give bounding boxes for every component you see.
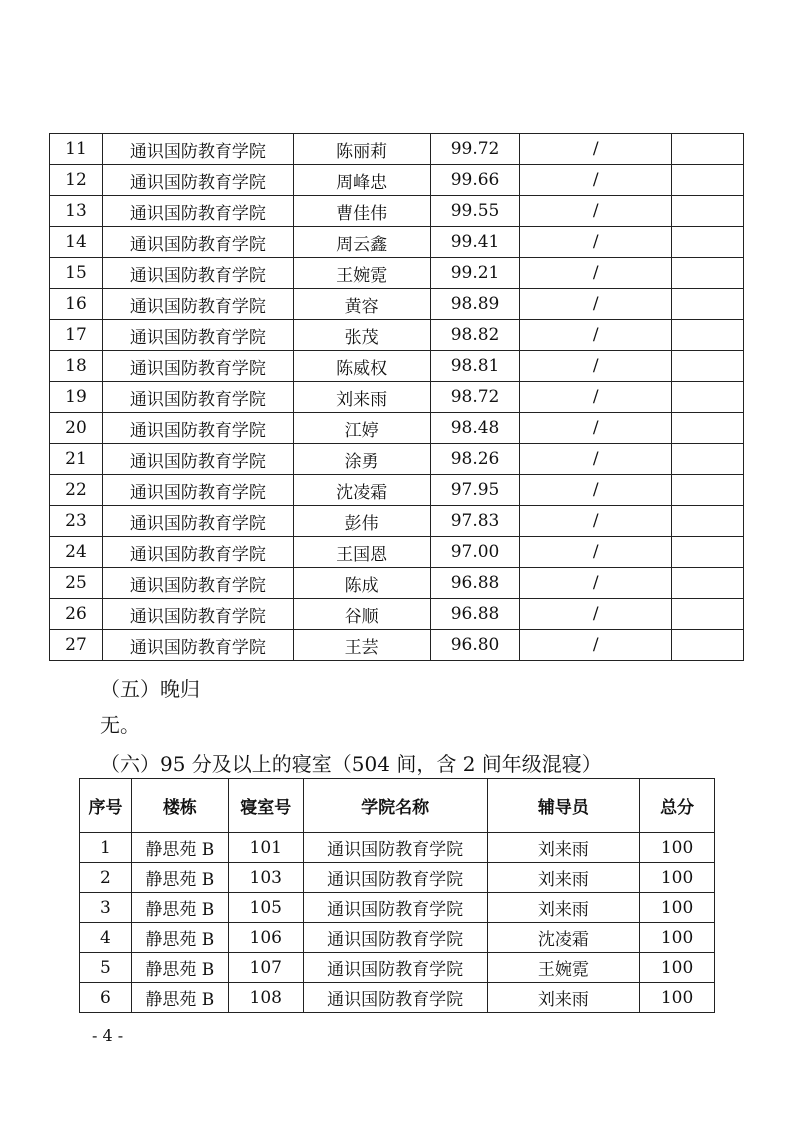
table-row — [50, 134, 744, 165]
table-row — [50, 227, 744, 258]
table-cell: 刘来雨 — [293, 382, 430, 413]
table-cell: 25 — [50, 568, 103, 599]
table-cell: 3 — [80, 893, 132, 923]
table-cell: 23 — [50, 506, 103, 537]
table-cell: 2 — [80, 863, 132, 893]
page-number: - 4 - — [92, 1026, 124, 1045]
table-cell: 22 — [50, 475, 103, 506]
table-cell: 彭伟 — [293, 506, 430, 537]
table-cell: 4 — [80, 923, 132, 953]
table-cell: 静思苑 B — [131, 893, 228, 923]
table-cell: 98.89 — [430, 289, 520, 320]
table-cell: 5 — [80, 953, 132, 983]
table-cell: 97.00 — [430, 537, 520, 568]
column-header: 寝室号 — [228, 779, 303, 833]
table-row — [50, 599, 744, 630]
table-cell: 通识国防教育学院 — [303, 983, 487, 1013]
table-cell: 通识国防教育学院 — [303, 833, 487, 863]
table-cell: 96.80 — [430, 630, 520, 661]
table-cell: 通识国防教育学院 — [102, 196, 293, 227]
table-cell: 通识国防教育学院 — [102, 134, 293, 165]
table-cell: 王芸 — [293, 630, 430, 661]
section-5-heading: （五）晚归 — [100, 677, 200, 701]
table-cell: / — [520, 568, 672, 599]
table-cell: 24 — [50, 537, 103, 568]
table-header-row — [80, 779, 715, 833]
table-cell: 107 — [228, 953, 303, 983]
table-cell: 刘来雨 — [487, 833, 640, 863]
table-cell — [672, 537, 744, 568]
table-cell: 21 — [50, 444, 103, 475]
table-cell: 100 — [640, 983, 715, 1013]
table-cell: / — [520, 351, 672, 382]
table-cell: / — [520, 475, 672, 506]
table-row — [50, 444, 744, 475]
table-cell — [672, 289, 744, 320]
table-cell: 100 — [640, 953, 715, 983]
table-cell: 黄容 — [293, 289, 430, 320]
table-cell: 20 — [50, 413, 103, 444]
table-cell — [672, 475, 744, 506]
table-cell: 王婉霓 — [293, 258, 430, 289]
table-cell — [672, 506, 744, 537]
table-cell: 通识国防教育学院 — [102, 382, 293, 413]
table-cell: 13 — [50, 196, 103, 227]
table-cell: 通识国防教育学院 — [102, 320, 293, 351]
table-cell: 静思苑 B — [131, 983, 228, 1013]
table-cell: 静思苑 B — [131, 863, 228, 893]
table-cell: / — [520, 630, 672, 661]
table-cell: 97.83 — [430, 506, 520, 537]
table-cell: 陈成 — [293, 568, 430, 599]
table-cell — [672, 165, 744, 196]
column-header: 楼栋 — [131, 779, 228, 833]
table-row — [50, 351, 744, 382]
table-cell: / — [520, 258, 672, 289]
table-cell: / — [520, 320, 672, 351]
table-cell — [672, 382, 744, 413]
table-cell: 通识国防教育学院 — [102, 506, 293, 537]
table-cell: 100 — [640, 923, 715, 953]
table-cell: 27 — [50, 630, 103, 661]
table-cell: / — [520, 134, 672, 165]
table-cell: 19 — [50, 382, 103, 413]
table-cell: 张茂 — [293, 320, 430, 351]
table-cell: 通识国防教育学院 — [102, 475, 293, 506]
table-cell — [672, 568, 744, 599]
table-cell: 100 — [640, 833, 715, 863]
table-cell — [672, 599, 744, 630]
column-header: 总分 — [640, 779, 715, 833]
table-cell: 通识国防教育学院 — [102, 258, 293, 289]
table-cell: / — [520, 289, 672, 320]
table-cell: 14 — [50, 227, 103, 258]
table-cell: 100 — [640, 863, 715, 893]
table-cell: 103 — [228, 863, 303, 893]
table-cell — [672, 227, 744, 258]
table-row — [50, 196, 744, 227]
ranking-table — [49, 133, 744, 661]
table-row — [50, 475, 744, 506]
table-cell: 刘来雨 — [487, 893, 640, 923]
table-cell: 101 — [228, 833, 303, 863]
table-cell: 江婷 — [293, 413, 430, 444]
table-cell: / — [520, 382, 672, 413]
table-cell: 静思苑 B — [131, 923, 228, 953]
table-cell: 沈凌霜 — [487, 923, 640, 953]
table-cell: 98.48 — [430, 413, 520, 444]
table-cell: 通识国防教育学院 — [102, 351, 293, 382]
table-cell — [672, 134, 744, 165]
table-cell: 106 — [228, 923, 303, 953]
table-cell: 99.41 — [430, 227, 520, 258]
table-cell: 周云鑫 — [293, 227, 430, 258]
table-row — [80, 983, 715, 1013]
dorm-table — [79, 778, 715, 1013]
table-cell: / — [520, 506, 672, 537]
table-cell: 通识国防教育学院 — [102, 165, 293, 196]
table-cell: / — [520, 227, 672, 258]
table-row — [50, 537, 744, 568]
table-row — [80, 923, 715, 953]
table-cell: 通识国防教育学院 — [303, 953, 487, 983]
table-cell: / — [520, 196, 672, 227]
table-cell: 静思苑 B — [131, 953, 228, 983]
table-cell: 通识国防教育学院 — [102, 289, 293, 320]
table-cell: / — [520, 165, 672, 196]
table-cell: 1 — [80, 833, 132, 863]
table-cell: 98.72 — [430, 382, 520, 413]
table-row — [50, 165, 744, 196]
table-cell — [672, 444, 744, 475]
table-cell: 陈威权 — [293, 351, 430, 382]
table-cell: 98.82 — [430, 320, 520, 351]
table-cell: 26 — [50, 599, 103, 630]
table-cell: 通识国防教育学院 — [303, 863, 487, 893]
table-cell: 谷顺 — [293, 599, 430, 630]
table-cell: 王国恩 — [293, 537, 430, 568]
table-cell: 15 — [50, 258, 103, 289]
table-cell: 沈凌霜 — [293, 475, 430, 506]
table-row — [80, 893, 715, 923]
table-cell: / — [520, 413, 672, 444]
section-5-body: 无。 — [100, 713, 140, 737]
table-cell — [672, 320, 744, 351]
table-cell — [672, 630, 744, 661]
table-row — [50, 568, 744, 599]
table-cell — [672, 258, 744, 289]
table-cell — [672, 196, 744, 227]
table-row — [80, 833, 715, 863]
table-cell: 12 — [50, 165, 103, 196]
table-cell: 99.21 — [430, 258, 520, 289]
table-cell: 陈丽莉 — [293, 134, 430, 165]
table-cell: 96.88 — [430, 568, 520, 599]
table-cell: 16 — [50, 289, 103, 320]
table-cell: 99.66 — [430, 165, 520, 196]
table-cell: 96.88 — [430, 599, 520, 630]
column-header: 学院名称 — [303, 779, 487, 833]
table-row — [50, 630, 744, 661]
table-cell: 王婉霓 — [487, 953, 640, 983]
table-cell: 通识国防教育学院 — [303, 923, 487, 953]
table-row — [50, 289, 744, 320]
table-cell: 105 — [228, 893, 303, 923]
table-cell: 18 — [50, 351, 103, 382]
table-cell: 99.55 — [430, 196, 520, 227]
table-cell: 98.81 — [430, 351, 520, 382]
table-cell: 通识国防教育学院 — [102, 413, 293, 444]
table-cell: 通识国防教育学院 — [102, 599, 293, 630]
table-row — [50, 258, 744, 289]
table-cell: 通识国防教育学院 — [102, 227, 293, 258]
table-row — [50, 382, 744, 413]
table-row — [50, 506, 744, 537]
table-cell: 98.26 — [430, 444, 520, 475]
table-cell: 通识国防教育学院 — [102, 568, 293, 599]
table-cell: 100 — [640, 893, 715, 923]
table-cell — [672, 413, 744, 444]
table-cell: / — [520, 537, 672, 568]
table-cell: 97.95 — [430, 475, 520, 506]
table-row — [80, 863, 715, 893]
table-cell: 11 — [50, 134, 103, 165]
table-cell: / — [520, 444, 672, 475]
table-row — [50, 413, 744, 444]
table-cell: 通识国防教育学院 — [303, 893, 487, 923]
column-header: 辅导员 — [487, 779, 640, 833]
section-6-heading: （六）95 分及以上的寝室（504 间，含 2 间年级混寝） — [100, 752, 602, 776]
table-cell: 108 — [228, 983, 303, 1013]
table-row — [80, 953, 715, 983]
table-row — [50, 320, 744, 351]
table-cell: 6 — [80, 983, 132, 1013]
table-cell: 通识国防教育学院 — [102, 444, 293, 475]
table-cell: 99.72 — [430, 134, 520, 165]
table-cell: 静思苑 B — [131, 833, 228, 863]
table-cell: 通识国防教育学院 — [102, 630, 293, 661]
table-cell: 17 — [50, 320, 103, 351]
table-cell: / — [520, 599, 672, 630]
table-cell: 刘来雨 — [487, 983, 640, 1013]
table-cell: 通识国防教育学院 — [102, 537, 293, 568]
table-cell: 曹佳伟 — [293, 196, 430, 227]
table-cell: 涂勇 — [293, 444, 430, 475]
table-cell: 刘来雨 — [487, 863, 640, 893]
column-header: 序号 — [80, 779, 132, 833]
table-cell: 周峰忠 — [293, 165, 430, 196]
table-cell — [672, 351, 744, 382]
